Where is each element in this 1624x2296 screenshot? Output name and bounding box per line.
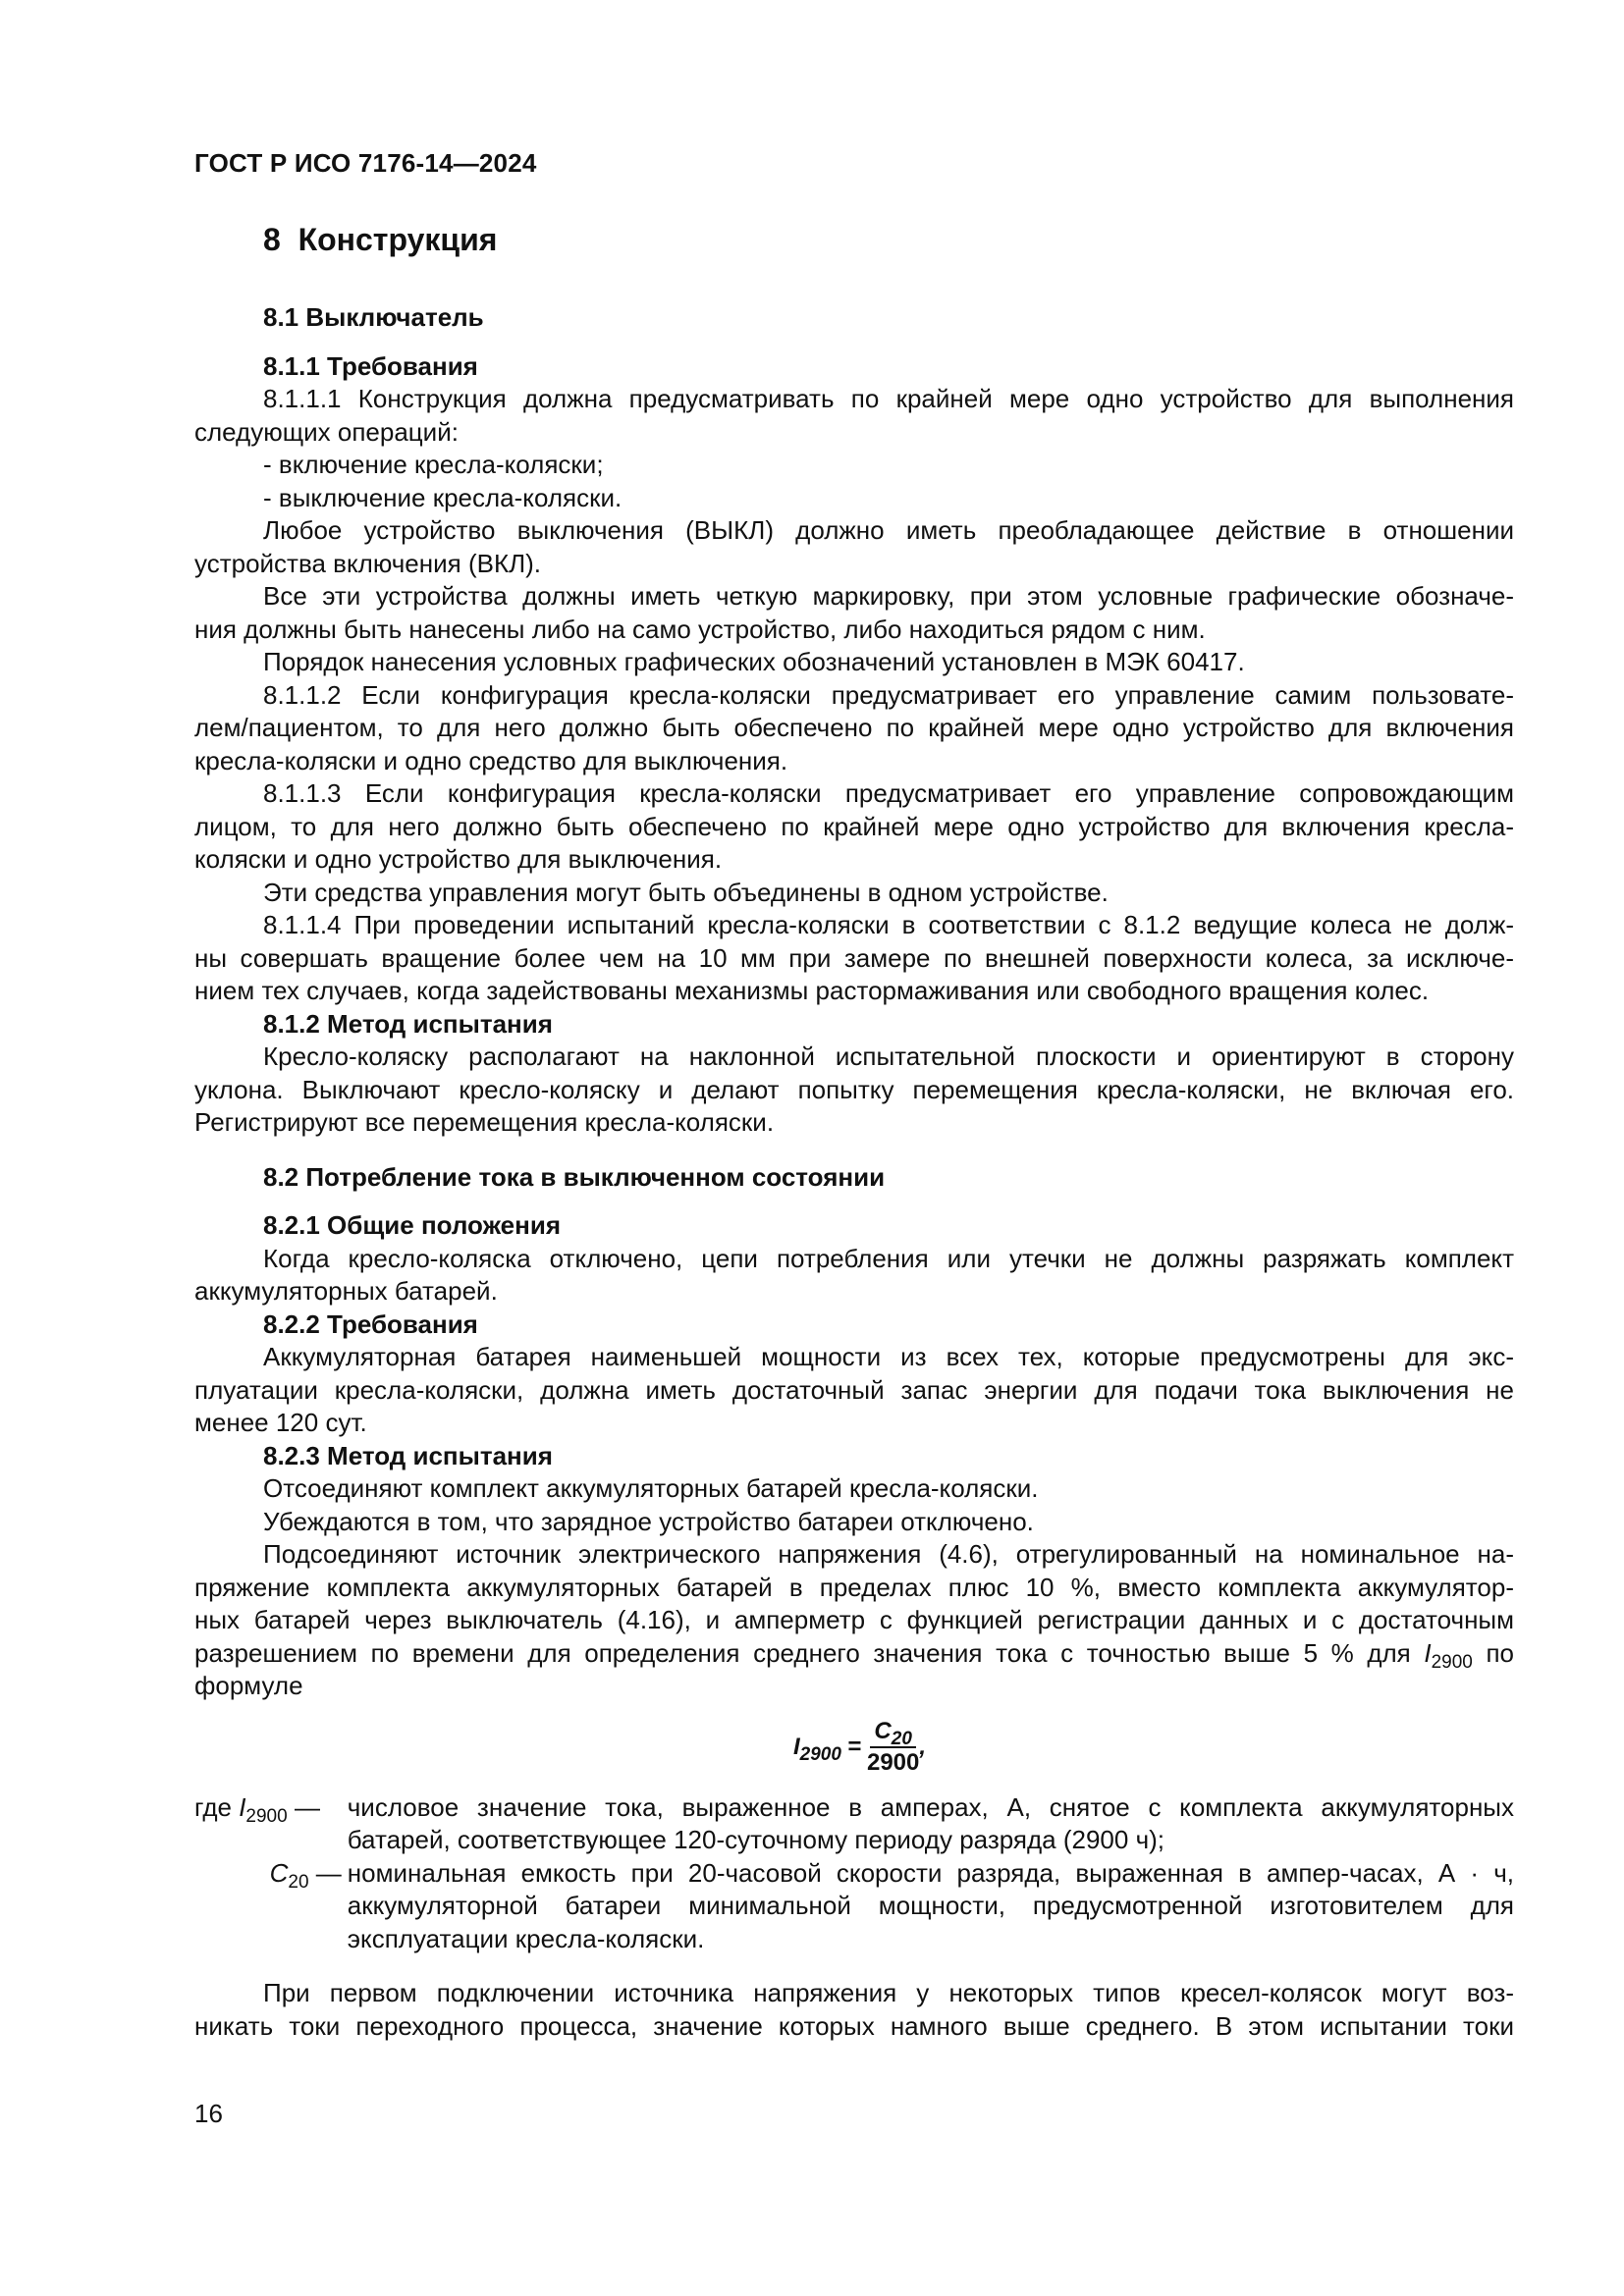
- page-number: 16: [194, 2099, 223, 2128]
- text-line: [194, 1637, 1514, 1671]
- paragraph: [194, 1243, 1514, 1308]
- paragraph: [194, 1341, 1514, 1440]
- text-line: коляски и одно устройство для выключения.: [194, 844, 723, 874]
- text-line: Когда кресло-коляска отключено, цепи потребления или утечки не должны разряжать комплект: [263, 1243, 1514, 1273]
- chapter-name: Конструкция: [298, 222, 498, 257]
- text-line: При первом подключении источника напряжения у некоторых типов кресел-колясок могут воз-: [263, 1978, 1514, 2007]
- text-line: нием тех случаев, когда задействованы механизмы растормаживания или свободного вращения колес.: [194, 976, 1430, 1005]
- subscript: 2900: [1431, 1651, 1473, 1673]
- text-line: ния должны быть нанесены либо на само устройство, либо находиться рядом с ним.: [194, 614, 1206, 644]
- section-8-2-3-heading: 8.2.3 Метод испытания: [263, 1440, 553, 1470]
- formula-lhs: [793, 1731, 841, 1764]
- symbol-i2900: [1424, 1637, 1473, 1673]
- equals-sign: =: [846, 1733, 861, 1760]
- definition-row: [194, 1857, 1514, 1956]
- formula-expression: [793, 1717, 926, 1778]
- definition-term: [194, 1791, 348, 1857]
- section-8-2-heading: 8.2 Потребление тока в выключенном состоянии: [263, 1161, 886, 1192]
- section-8-1-2-heading: 8.1.2 Метод испытания: [263, 1008, 553, 1039]
- text-line: Кресло-коляску располагают на наклонной испытательной плоскости и ориентируют в сторону: [263, 1041, 1514, 1071]
- fraction-denominator: 2900: [866, 1748, 920, 1776]
- text-run: по: [1486, 1637, 1514, 1668]
- text-line: следующих операций:: [194, 416, 459, 447]
- text-line: ны совершать вращение более чем на 10 мм при замере по внешней поверхности колеса, за исключе-: [194, 942, 1514, 973]
- paragraph-8-1-1-2: [194, 679, 1514, 778]
- text-line: батарей, соответствующее 120-суточному периоду разряда (2900 ч);: [347, 1825, 1164, 1854]
- list-item: - выключение кресла-коляски.: [263, 482, 623, 512]
- text-line: Подсоединяют источник электрического напряжения (4.6), отрегулированный на номинальное на-: [263, 1539, 1514, 1569]
- text-line: номинальная емкость при 20-часовой скорости разряда, выраженная в ампер-часах, А · ч,: [347, 1857, 1514, 1888]
- formula-comma: ,: [919, 1733, 927, 1760]
- text-line: устройства включения (ВКЛ).: [194, 548, 542, 578]
- subscript: 20: [891, 1728, 912, 1749]
- text-line: 8.1.1.3 Если конфигурация кресла-коляски предусматривает его управление сопровождающим: [263, 778, 1514, 808]
- text-line: аккумуляторных батарей.: [194, 1276, 498, 1306]
- text-line: 8.1.1.4 При проведении испытаний кресла-коляски в соответствии с 8.1.2 ведущие колеса не долж-: [263, 910, 1514, 939]
- fraction-numerator: [870, 1717, 915, 1748]
- paragraph-8-1-1-4: [194, 909, 1514, 1008]
- symbol: C: [269, 1857, 289, 1888]
- text-line: пряжение комплекта аккумуляторных батарей в пределах плюс 10 %, вместо комплекта аккумулятор-: [194, 1572, 1514, 1602]
- text-line: плуатации кресла-коляски, должна иметь достаточный запас энергии для подачи тока выключения не: [194, 1374, 1514, 1405]
- symbol: I: [1424, 1637, 1432, 1668]
- text-line: 8.1.1.1 Конструкция должна предусматривать по крайней мере одно устройство для выполнения: [263, 384, 1514, 413]
- text-line: Любое устройство выключения (ВЫКЛ) должно иметь преобладающее действие в отношении: [263, 515, 1514, 545]
- text-line: числовое значение тока, выраженное в амперах, А, снятое с комплекта аккумуляторных: [347, 1791, 1514, 1822]
- formula-fraction: [867, 1717, 919, 1778]
- paragraph: [194, 1041, 1514, 1140]
- text-line: ных батарей через выключатель (4.16), и амперметр с функцией регистрации данных и с достаточным: [194, 1605, 1514, 1634]
- definition-text: [348, 1857, 1514, 1956]
- paragraph: [194, 580, 1514, 646]
- text-line: никать токи переходного процесса, значение которых намного выше среднего. В этом испытании токи: [194, 2010, 1514, 2041]
- symbol: I: [793, 1733, 800, 1760]
- paragraph: [194, 1538, 1514, 1703]
- paragraph: Отсоединяют комплект аккумуляторных батарей кресла-коляски.: [263, 1473, 1039, 1503]
- paragraph: Эти средства управления могут быть объединены в одном устройстве.: [263, 877, 1109, 907]
- text-line: лем/пациентом, то для него должно быть обеспечено по крайней мере одно устройство для включения: [194, 713, 1514, 742]
- where-label: где: [194, 1791, 232, 1822]
- text-line: менее 120 сут.: [194, 1408, 367, 1437]
- definition-text: [348, 1791, 1514, 1857]
- subscript: 2900: [245, 1805, 288, 1827]
- dash: —: [294, 1791, 320, 1822]
- definition-term: [194, 1857, 348, 1956]
- chapter-title: [263, 224, 497, 257]
- document-header: ГОСТ Р ИСО 7176-14—2024: [194, 148, 537, 178]
- paragraph-8-1-1-1: [194, 383, 1514, 449]
- paragraph: [194, 514, 1514, 580]
- text-line: Аккумуляторная батарея наименьшей мощности из всех тех, которые предусмотрены для экс-: [263, 1342, 1514, 1371]
- paragraph-8-1-1-3: [194, 777, 1514, 877]
- text-line: лицом, то для него должно быть обеспечено по крайней мере одно устройство для включения кресла-: [194, 811, 1514, 841]
- formula: [194, 1715, 1514, 1786]
- section-8-1-1-heading: 8.1.1 Требования: [263, 350, 478, 381]
- text-run: разрешением по времени для определения среднего значения тока с точностью выше 5 % для: [194, 1637, 1411, 1668]
- list-item: - включение кресла-коляски;: [263, 450, 604, 479]
- definition-row: [194, 1791, 1514, 1857]
- paragraph: [194, 1977, 1514, 2043]
- section-8-1-heading: 8.1 Выключатель: [263, 302, 484, 332]
- section-8-2-2-heading: 8.2.2 Требования: [263, 1308, 478, 1339]
- subscript: 2900: [799, 1743, 841, 1765]
- text-line: Регистрируют все перемещения кресла-коляски.: [194, 1107, 775, 1137]
- symbol: I: [239, 1791, 246, 1822]
- text-line: аккумуляторной батареи минимальной мощности, предусмотренной изготовителем для: [347, 1891, 1514, 1920]
- subscript: 20: [288, 1871, 309, 1893]
- dash: —: [315, 1857, 342, 1888]
- text-line: формуле: [194, 1671, 303, 1700]
- chapter-number: 8: [263, 222, 281, 257]
- text-line: уклона. Выключают кресло-коляску и делают попытку перемещения кресла-коляски, не включая его.: [194, 1074, 1514, 1104]
- symbol: C: [874, 1717, 892, 1744]
- text-line: Все эти устройства должны иметь четкую маркировку, при этом условные графические обозначе-: [263, 581, 1514, 611]
- paragraph: Порядок нанесения условных графических обозначений установлен в МЭК 60417.: [263, 647, 1245, 676]
- paragraph: Убеждаются в том, что зарядное устройство батареи отключено.: [263, 1506, 1034, 1536]
- text-line: эксплуатации кресла-коляски.: [347, 1923, 705, 1953]
- definitions-list: [194, 1791, 1514, 1956]
- text-line: 8.1.1.2 Если конфигурация кресла-коляски предусматривает его управление самим пользовате-: [263, 679, 1514, 710]
- text-line: кресла-коляски и одно средство для выключения.: [194, 745, 788, 775]
- section-8-2-1-heading: 8.2.1 Общие положения: [263, 1210, 561, 1240]
- document-body: [194, 301, 1514, 2043]
